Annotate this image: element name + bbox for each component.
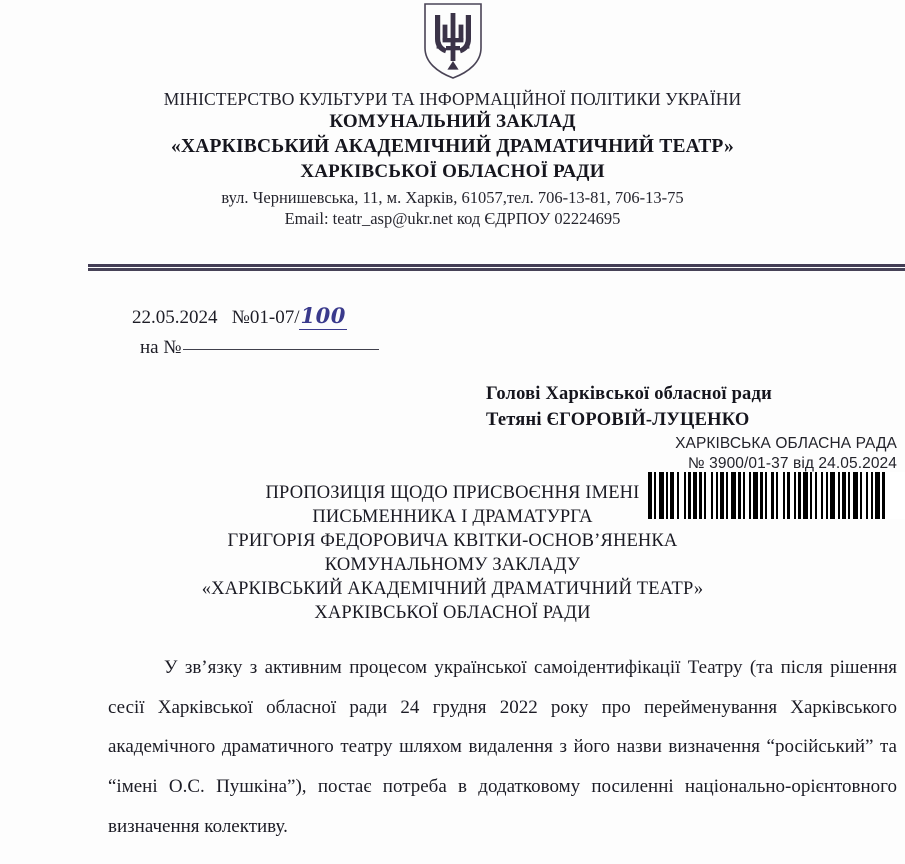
- registration-barcode: [648, 472, 905, 519]
- letterhead: [0, 88, 905, 229]
- ministry-line: МІНІСТЕРСТВО КУЛЬТУРИ ТА ІНФОРМАЦІЙНОЇ ПОЛІТИКИ УКРАЇНИ: [163, 89, 742, 109]
- reply-to-label: на №: [140, 336, 182, 358]
- reply-number-blank-line: [183, 349, 379, 350]
- reference-block: [132, 300, 379, 362]
- addressee-name: Тетяні ЄГОРОВІЙ-ЛУЦЕНКО: [486, 410, 750, 431]
- divider-bar-bottom: [88, 268, 905, 271]
- institution-name: «ХАРКІВСЬКИЙ АКАДЕМІЧНИЙ ДРАМАТИЧНИЙ ТЕАТР»: [171, 135, 734, 157]
- letter-body: У зв’язку з активним процесом української самоідентифікації Театру (та після рішення сесії Харківської обласної ради 24 грудня 2022 року про перейменування Харківського академічного драматичного театру шляхом видалення з його назви визначення “російський” та “імені О.С. Пушкіна”), постає потреба в додатковому посиленні національно-орієнтовного визначення колективу.: [108, 657, 897, 837]
- subject-line: ПИСЬМЕННИКА І ДРАМАТУРГА: [312, 507, 593, 528]
- registration-stamp: [675, 434, 897, 474]
- header-divider: [88, 264, 905, 272]
- outgoing-reference-line: [132, 300, 379, 333]
- divider-bar-top: [88, 264, 905, 267]
- registration-reference: № 3900/01-37 від 24.05.2024: [688, 454, 897, 472]
- reply-reference-line: [132, 333, 379, 362]
- subject-line: ХАРКІВСЬКОЇ ОБЛАСНОЇ РАДИ: [314, 603, 591, 624]
- letter-number-prefix: №01-07/: [231, 307, 300, 328]
- registration-organization: ХАРКІВСЬКА ОБЛАСНА РАДА: [675, 435, 897, 452]
- email-line: Email: teatr_asp@ukr.net код ЄДРПОУ 02224695: [284, 209, 621, 229]
- subject-line: «ХАРКІВСЬКИЙ АКАДЕМІЧНИЙ ДРАМАТИЧНИЙ ТЕАТР»: [201, 579, 704, 600]
- subject-line: ПРОПОЗИЦІЯ ЩОДО ПРИСВОЄННЯ ІМЕНІ: [265, 483, 640, 503]
- institution-owner: ХАРКІВСЬКОЇ ОБЛАСНОЇ РАДИ: [300, 160, 605, 182]
- ukraine-coat-of-arms-icon: [422, 2, 484, 80]
- addressee-block: [486, 381, 772, 434]
- emblem-container: [0, 2, 905, 85]
- addressee-position: Голові Харківської обласної ради: [486, 384, 772, 404]
- letter-date: 22.05.2024: [132, 307, 218, 328]
- address-line: вул. Чернишевська, 11, м. Харків, 61057,тел. 706-13-81, 706-13-75: [221, 187, 684, 207]
- subject-line: ГРИГОРІЯ ФЕДОРОВИЧА КВІТКИ-ОСНОВ’ЯНЕНКА: [227, 531, 678, 552]
- subject-line: КОМУНАЛЬНОМУ ЗАКЛАДУ: [324, 555, 581, 576]
- institution-type: КОМУНАЛЬНИЙ ЗАКЛАД: [329, 111, 576, 133]
- barcode-bar: [885, 472, 889, 519]
- handwritten-letter-number: 100: [300, 303, 346, 328]
